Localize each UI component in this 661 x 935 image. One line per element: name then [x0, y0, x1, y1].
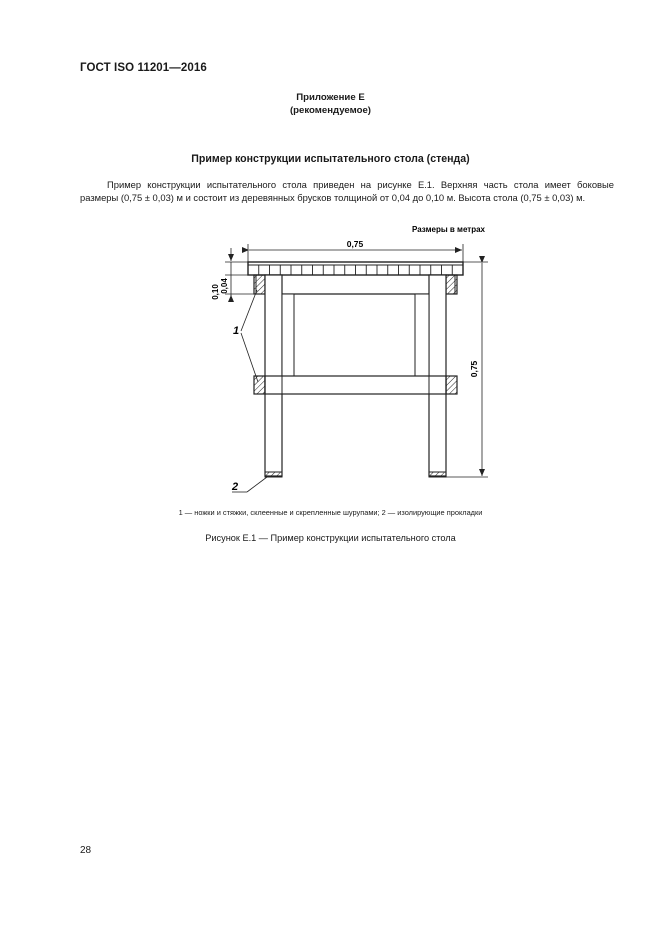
callout-2-leader	[247, 477, 267, 492]
figure-legend: 1 — ножки и стяжки, склеенные и скрепленные шурупами; 2 — изолирующие прокладки	[178, 508, 483, 517]
callout-1-leader-upper	[241, 290, 257, 331]
body-paragraph-line2: размеры (0,75 ± 0,03) м и состоит из деревянных брусков толщиной от 0,04 до 0,10 м. Высота стола (0,75 ± 0,03) м.	[80, 192, 586, 203]
height-dimension-label: 0,75	[469, 360, 479, 378]
dim-top-inner-label: 0,04	[220, 278, 229, 294]
units-note: Размеры в метрах	[412, 225, 485, 234]
standard-header: ГОСТ ISO 11201—2016	[80, 62, 207, 74]
lower-block-left	[254, 376, 265, 394]
upper-block-right	[446, 275, 457, 294]
insulating-pad-left	[265, 472, 282, 477]
lower-block-right	[446, 376, 457, 394]
rear-left-leg	[282, 294, 294, 376]
lower-stretcher	[265, 376, 446, 394]
callout-2-label: 2	[232, 481, 239, 493]
tabletop-slats	[248, 265, 463, 275]
dim-top-outer-label: 0,10	[211, 284, 220, 300]
callout-1-leader-lower	[241, 333, 258, 382]
figure-caption: Рисунок Е.1 — Пример конструкции испытательного стола	[205, 533, 456, 543]
callout-1-label: 1	[233, 325, 240, 337]
insulating-pad-right	[429, 472, 446, 477]
width-dimension-label: 0,75	[346, 239, 364, 249]
page-number: 28	[80, 845, 92, 856]
section-title: Пример конструкции испытательного стола (стенда)	[191, 153, 470, 165]
rear-right-leg	[415, 294, 429, 376]
upper-block-left	[254, 275, 265, 294]
annex-status: (рекомендуемое)	[289, 105, 371, 116]
body-paragraph-line1: Пример конструкции испытательного стола приведен на рисунке Е.1. Верхняя часть стола имеет боковые	[107, 179, 614, 190]
annex-title: Приложение Е	[296, 92, 365, 103]
